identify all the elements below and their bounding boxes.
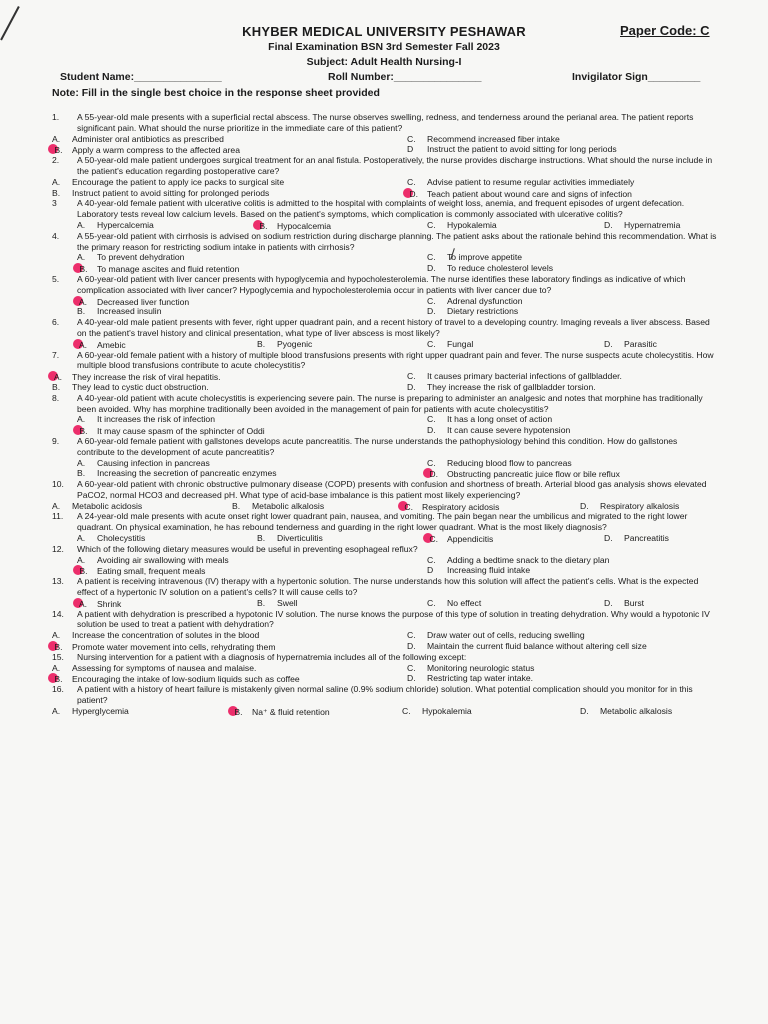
option-letter: C. — [427, 252, 436, 263]
option-d[interactable] — [427, 263, 553, 274]
question-number: 13. — [52, 576, 64, 587]
option-c[interactable] — [427, 414, 552, 425]
question-1 — [52, 112, 717, 155]
option-c[interactable] — [407, 134, 560, 145]
option-text: Eating small, frequent meals — [97, 566, 206, 577]
question-12 — [52, 544, 717, 576]
option-d[interactable] — [427, 565, 530, 576]
question-2 — [52, 155, 717, 198]
option-letter: C. — [407, 371, 416, 382]
question-stem: A 50-year-old male patient undergoes surgical treatment for an anal fistula. Postoperatively, the nurse provides discharge instructions. What should the nurse include in the patient's education regarding postoperative care? — [77, 155, 713, 176]
question-8 — [52, 393, 717, 436]
question-number: 8. — [52, 392, 60, 403]
option-letter-text: B. — [77, 426, 88, 437]
question-text — [52, 436, 717, 458]
question-number: 12. — [52, 543, 64, 554]
question-stem: A patient with a history of heart failure is mistakenly given normal saline (0.9% sodium chloride) solution. What potential complication should you monitor for in this patient? — [77, 684, 693, 706]
option-letter: B. — [257, 338, 266, 349]
option-letter: A. — [52, 662, 61, 673]
option-row — [52, 220, 717, 231]
option-text: Hypocalcemia — [277, 220, 331, 231]
question-text — [52, 544, 717, 555]
question-stem: A 60-year-old female patient with gallstones develops acute pancreatitis. The nurse understands the pathophysiology behind this condition. How do gallstones contribute to the development of acute pancreatitis? — [77, 435, 678, 457]
option-text: Decreased liver function — [97, 296, 190, 307]
option-text: Shrink — [97, 598, 122, 609]
option-letter: A. — [77, 252, 86, 263]
option-letter: D. — [407, 641, 416, 652]
exam-title: Final Examination BSN 3rd Semester Fall 2023 — [268, 41, 500, 53]
option-letter: B. — [77, 306, 86, 317]
option-letter: C. — [427, 457, 436, 468]
option-text: Apply a warm compress to the affected area — [72, 145, 240, 156]
option-text: Maintain the current fluid balance without altering cell size — [427, 641, 647, 652]
option-letter: C. — [427, 597, 436, 608]
option-text: Amebic — [97, 339, 126, 350]
option-text: Pyogenic — [277, 338, 313, 349]
option-letter: A. — [52, 500, 61, 511]
question-stem: A 55-year-old male presents with a superficial rectal abscess. The nurse observes swelling, redness, and tenderness around the perianal area. The patient reports significant pain. What should the nurse prioritize in the immediate care of this patient? — [77, 112, 694, 133]
option-b[interactable] — [232, 706, 330, 718]
option-row — [52, 533, 717, 544]
question-text — [52, 511, 717, 533]
question-text — [52, 609, 717, 631]
option-letter: C. — [407, 630, 416, 641]
option-text: To prevent dehydration — [97, 252, 185, 263]
option-letter: D. — [604, 219, 613, 230]
option-text: Na⁺ & fluid retention — [252, 706, 330, 717]
option-text: Advise patient to resume regular activities immediately — [427, 176, 635, 187]
option-row — [52, 641, 717, 652]
option-text: Increasing fluid intake — [447, 565, 531, 576]
option-text: Fungal — [447, 338, 474, 349]
option-d[interactable] — [407, 144, 617, 155]
option-d[interactable] — [580, 501, 679, 512]
option-text: Swell — [277, 597, 298, 608]
option-text: Instruct the patient to avoid sitting for long periods — [427, 144, 617, 155]
option-letter: D. — [580, 500, 589, 511]
option-letter: B. — [257, 597, 266, 608]
question-stem: Nursing intervention for a patient with a diagnosis of hypernatremia includes all of the following except: — [77, 651, 467, 662]
option-letter: D. — [604, 597, 613, 608]
option-text: Hyperglycemia — [72, 705, 129, 716]
option-c[interactable] — [407, 371, 622, 382]
option-text: They increase the risk of gallbladder torsion. — [427, 381, 596, 392]
option-b[interactable] — [52, 188, 269, 199]
question-7 — [52, 350, 717, 393]
option-text: Respiratory alkalosis — [600, 500, 680, 511]
option-text: Appendicitis — [447, 534, 494, 545]
question-number: 15. — [52, 651, 64, 662]
option-a[interactable] — [52, 134, 224, 145]
option-a[interactable] — [52, 663, 256, 674]
question-stem: A 40-year-old female patient with ulcerative colitis is admitted to the hospital with complaints of weight loss, anemia, and frequent episodes of urgent defecation. Laboratory tests reveal low calcium levels. Based on the patient's symptoms, which complication is commonly associated with ulcerative colitis? — [77, 198, 685, 220]
option-text: Restricting tap water intake. — [427, 673, 534, 684]
option-text: Hypernatremia — [624, 219, 681, 230]
question-6 — [52, 317, 717, 349]
option-text: Encouraging the intake of low-sodium liquids such as coffee — [72, 674, 300, 685]
option-a[interactable] — [77, 252, 184, 263]
option-c[interactable] — [407, 630, 585, 641]
option-text: Metabolic alkalosis — [600, 705, 673, 716]
option-letter-text: D. — [407, 188, 418, 199]
option-row — [52, 296, 717, 307]
question-text — [52, 350, 717, 372]
option-d[interactable] — [407, 673, 533, 684]
question-number: 2. — [52, 155, 60, 166]
option-letter: B. — [77, 468, 86, 479]
option-letter: C. — [427, 554, 436, 565]
question-number: 9. — [52, 435, 60, 446]
option-letter-text: B. — [52, 642, 63, 653]
option-letter: D — [407, 144, 414, 155]
option-c[interactable] — [427, 252, 522, 263]
option-text: To reduce cholesterol levels — [447, 263, 554, 274]
option-a[interactable] — [77, 555, 229, 566]
question-number: 7. — [52, 349, 60, 360]
option-letter: D. — [427, 263, 436, 274]
option-b[interactable] — [52, 382, 209, 393]
option-text: Hypokalemia — [447, 219, 497, 230]
option-row — [52, 555, 717, 566]
question-15 — [52, 652, 717, 684]
question-text — [52, 684, 717, 706]
option-letter-text: B. — [52, 674, 63, 685]
option-letter-text: A. — [77, 296, 88, 307]
option-text: It can cause severe hypotension — [447, 425, 571, 436]
roll-number-field: Roll Number:_______________ — [328, 71, 482, 83]
option-d[interactable] — [604, 339, 657, 350]
question-9 — [52, 436, 717, 479]
question-stem: A 55-year-old patient with cirrhosis is advised on sodium restriction during discharge planning. The patient asks about the rationale behind this recommendation. What is the primary reason for restricting sodium intake in patients with cirrhosis? — [77, 230, 717, 252]
question-text — [52, 576, 717, 598]
question-number: 10. — [52, 479, 64, 490]
question-3 — [52, 198, 717, 230]
option-row — [52, 188, 717, 199]
option-text: Teach patient about wound care and signs of infection — [427, 188, 632, 199]
question-text — [52, 317, 717, 339]
option-row — [52, 414, 717, 425]
option-letter: D. — [407, 381, 416, 392]
option-text: Cholecystitis — [97, 533, 146, 544]
question-stem: A patient with dehydration is prescribed a hypotonic IV solution. The nurse knows the purpose of this type of solution in treating dehydration. Why would a hypotonic IV solution be used to treat a patient with dehydration? — [77, 608, 710, 630]
option-row — [52, 630, 717, 641]
option-text: It increases the risk of infection — [97, 414, 215, 425]
question-11 — [52, 511, 717, 543]
option-text: Avoiding air swallowing with meals — [97, 554, 229, 565]
paper-code: Paper Code: C — [620, 23, 710, 38]
question-number: 3 — [52, 198, 57, 209]
option-letter-text: A. — [77, 598, 88, 609]
option-letter: C. — [407, 176, 416, 187]
option-b[interactable] — [257, 533, 323, 544]
student-name-field: Student Name:_______________ — [60, 71, 222, 83]
option-text: Draw water out of cells, reducing swelling — [427, 630, 585, 641]
option-letter: A. — [52, 705, 61, 716]
option-row — [52, 306, 717, 317]
option-letter: D. — [604, 338, 613, 349]
question-number: 1. — [52, 112, 60, 122]
option-letter: B. — [257, 533, 266, 544]
option-text: Recommend increased fiber intake — [427, 133, 560, 144]
option-c[interactable] — [427, 220, 497, 231]
option-letter: A. — [52, 630, 61, 641]
question-number: 6. — [52, 317, 60, 328]
option-text: To improve appetite — [447, 252, 522, 263]
question-10 — [52, 479, 717, 511]
question-stem: A 40-year-old male patient presents with fever, right upper quadrant pain, and a recent history of travel to a developing country. Imaging reveals a liver abscess. Based on the patient's travel history and clinical presentation, what type of liver abscess is most likely? — [77, 317, 710, 338]
option-a[interactable] — [77, 414, 215, 425]
option-b[interactable] — [257, 339, 312, 350]
option-letter: A. — [77, 533, 86, 544]
option-letter: A. — [52, 176, 61, 187]
subject-title: Subject: Adult Health Nursing-I — [306, 56, 462, 68]
option-row — [52, 673, 717, 684]
option-letter: D — [427, 565, 434, 576]
option-text: Hypercalcemia — [97, 219, 154, 230]
option-letter: A. — [77, 219, 86, 230]
option-text: They increase the risk of viral hepatitis. — [72, 372, 221, 383]
question-list — [52, 112, 717, 717]
question-stem: A 60-year-old patient with chronic obstructive pulmonary disease (COPD) presents with confusion and shortness of breath. Arterial blood gas analysis shows elevated PaCO2, normal HCO3 and decreased pH. What type of acid-base imbalance is this patient most likely experiencing? — [77, 479, 707, 500]
option-letter: C. — [407, 662, 416, 673]
option-c[interactable] — [407, 663, 534, 674]
option-c[interactable] — [427, 339, 473, 350]
option-a[interactable] — [52, 501, 142, 512]
option-c[interactable] — [427, 458, 572, 469]
option-row — [52, 501, 717, 512]
question-text — [52, 112, 717, 134]
option-text: Monitoring neurologic status — [427, 662, 535, 673]
option-d[interactable] — [580, 706, 672, 717]
question-16 — [52, 684, 717, 716]
option-letter: C. — [427, 414, 436, 425]
option-text: Encourage the patient to apply ice packs to surgical site — [72, 176, 285, 187]
option-letter: B. — [52, 381, 61, 392]
option-letter: C. — [407, 133, 416, 144]
option-b[interactable] — [77, 468, 277, 479]
option-c[interactable] — [407, 177, 634, 188]
option-letter: D. — [427, 306, 436, 317]
option-text: Metabolic acidosis — [72, 500, 143, 511]
option-letter-text: B. — [232, 706, 243, 717]
option-text: It has a long onset of action — [447, 414, 553, 425]
option-letter-text: A. — [77, 339, 88, 350]
question-stem: A 40-year-old patient with acute cholecystitis is experiencing severe pain. The nurse is preparing to administer an analgesic and notes that morphine has traditionally been avoided. Why has morphine traditionally been avoided in the management of pain for patients with acute cholecystitis? — [77, 392, 703, 414]
question-number: 4. — [52, 230, 60, 241]
option-text: Causing infection in pancreas — [97, 457, 210, 468]
option-row — [52, 565, 717, 576]
invigilator-field: Invigilator Sign_________ — [572, 71, 701, 83]
option-text: Adrenal dysfunction — [447, 295, 523, 306]
question-number: 11. — [52, 511, 64, 522]
option-letter: A. — [77, 414, 86, 425]
option-letter-text: B. — [257, 220, 268, 231]
option-text: Reducing blood flow to pancreas — [447, 457, 572, 468]
question-number: 14. — [52, 608, 64, 619]
question-text — [52, 652, 717, 663]
option-row — [52, 425, 717, 436]
option-letter: B. — [232, 500, 241, 511]
option-d[interactable] — [427, 425, 570, 436]
option-d[interactable] — [427, 306, 518, 317]
option-letter: A. — [77, 457, 86, 468]
option-row — [52, 706, 717, 717]
option-text: Assessing for symptoms of nausea and malaise. — [72, 662, 257, 673]
option-letter: D. — [407, 673, 416, 684]
option-text: Dietary restrictions — [447, 306, 519, 317]
option-letter: B. — [52, 187, 61, 198]
option-row — [52, 263, 717, 274]
option-letter-text: D. — [427, 469, 438, 480]
option-text: Respiratory acidosis — [422, 501, 500, 512]
question-number: 16. — [52, 684, 64, 695]
instructions-note: Note: Fill in the single best choice in the response sheet provided — [52, 87, 380, 99]
option-letter: C. — [402, 705, 411, 716]
question-text — [52, 155, 717, 177]
option-d[interactable] — [407, 382, 596, 393]
option-row — [52, 371, 717, 382]
option-b[interactable] — [232, 501, 324, 512]
option-row — [52, 598, 717, 609]
option-text: No effect — [447, 597, 482, 608]
option-text: Parasitic — [624, 338, 657, 349]
option-letter-text: C. — [427, 534, 438, 545]
option-text: Obstructing pancreatic juice flow or bile reflux — [447, 469, 620, 480]
question-stem: A patient is receiving intravenous (IV) therapy with a hypertonic solution. The nurse understands how this solution will affect the patient's cells. What is the expected effect of a hypertonic IV solution on a patient's cells? It will cause cells to? — [77, 576, 699, 598]
option-text: Diverticulitis — [277, 533, 323, 544]
option-row — [52, 339, 717, 350]
option-text: Hypokalemia — [422, 705, 472, 716]
option-letter: C. — [427, 338, 436, 349]
option-text: Increase the concentration of solutes in the blood — [72, 630, 260, 641]
option-letter: D. — [580, 705, 589, 716]
option-c[interactable] — [427, 555, 609, 566]
option-text: To manage ascites and fluid retention — [97, 264, 240, 275]
question-text — [52, 479, 717, 501]
option-a[interactable] — [52, 706, 129, 717]
option-text: Adding a bedtime snack to the dietary plan — [447, 554, 610, 565]
question-13 — [52, 576, 717, 608]
option-row — [52, 134, 717, 145]
option-text: It may cause spasm of the sphincter of Oddi — [97, 426, 265, 437]
option-d[interactable] — [604, 533, 669, 544]
option-b[interactable] — [257, 598, 298, 609]
option-a[interactable] — [52, 177, 284, 188]
option-text: Instruct patient to avoid sitting for prolonged periods — [72, 187, 270, 198]
option-letter: C. — [427, 295, 436, 306]
option-c[interactable] — [402, 706, 472, 717]
question-text — [52, 274, 717, 296]
option-row — [52, 144, 717, 155]
option-a[interactable] — [77, 220, 154, 231]
option-a[interactable] — [77, 458, 210, 469]
option-letter: A. — [52, 133, 61, 144]
question-14 — [52, 609, 717, 652]
option-row — [52, 468, 717, 479]
question-number: 5. — [52, 273, 60, 284]
option-letter-text: C. — [402, 501, 413, 512]
option-row — [52, 252, 717, 263]
option-text: Promote water movement into cells, rehydrating them — [72, 642, 276, 653]
option-letter-text: B. — [52, 145, 63, 156]
option-c[interactable] — [427, 296, 522, 307]
option-a[interactable] — [52, 630, 259, 641]
option-c[interactable] — [427, 598, 481, 609]
question-stem: A 24-year-old male presents with acute onset right lower quadrant pain, nausea, and vomiting. The pain began near the umbilicus and migrated to the right lower quadrant. On physical examination, he has rebound tenderness and guarding in the right lower quadrant. What is the most likely diagnosis? — [77, 511, 688, 533]
question-text — [52, 231, 717, 253]
option-text: Increasing the secretion of pancreatic enzymes — [97, 468, 277, 479]
option-row — [52, 458, 717, 469]
question-4 — [52, 231, 717, 274]
option-text: It causes primary bacterial infections of gallbladder. — [427, 371, 622, 382]
option-letter: D. — [604, 533, 613, 544]
option-d[interactable] — [604, 220, 680, 231]
university-title: KHYBER MEDICAL UNIVERSITY PESHAWAR — [242, 24, 526, 39]
option-letter: A. — [77, 554, 86, 565]
option-letter: C. — [427, 219, 436, 230]
option-b[interactable] — [77, 306, 162, 317]
question-text — [52, 393, 717, 415]
option-text: Metabolic alkalosis — [252, 500, 325, 511]
option-letter — [232, 706, 252, 718]
option-a[interactable] — [77, 533, 145, 544]
option-letter-text: B. — [77, 264, 88, 275]
option-letter-text: B. — [77, 566, 88, 577]
option-row — [52, 663, 717, 674]
question-5 — [52, 274, 717, 317]
option-row — [52, 382, 717, 393]
option-letter-text: A. — [52, 372, 63, 383]
question-stem: A 60-year-old patient with liver cancer presents with hypoglycemia and hypocholesterolemia. The nurse identifies these laboratory findings as indicative of which complication associated with liver cancer? Hypoglycemia and hypocholesterolemia occur in patients with liver cancer due to? — [77, 273, 686, 295]
option-letter: D. — [427, 425, 436, 436]
option-row — [52, 177, 717, 188]
option-text: Increased insulin — [97, 306, 162, 317]
option-text: Pancreatitis — [624, 533, 669, 544]
question-text — [52, 198, 717, 220]
option-text: Burst — [624, 597, 645, 608]
question-stem: A 60-year-old female patient with a history of multiple blood transfusions presents with right upper quadrant pain and fever. The nurse suspects acute cholecystitis. How multiple blood transfusions contribute to acute cholecystitis? — [77, 349, 714, 371]
option-d[interactable] — [407, 641, 647, 652]
option-text: They lead to cystic duct obstruction. — [72, 381, 209, 392]
option-text: Administer oral antibiotics as prescribed — [72, 133, 224, 144]
question-stem: Which of the following dietary measures would be useful in preventing esophageal reflux? — [77, 543, 418, 554]
option-d[interactable] — [604, 598, 644, 609]
